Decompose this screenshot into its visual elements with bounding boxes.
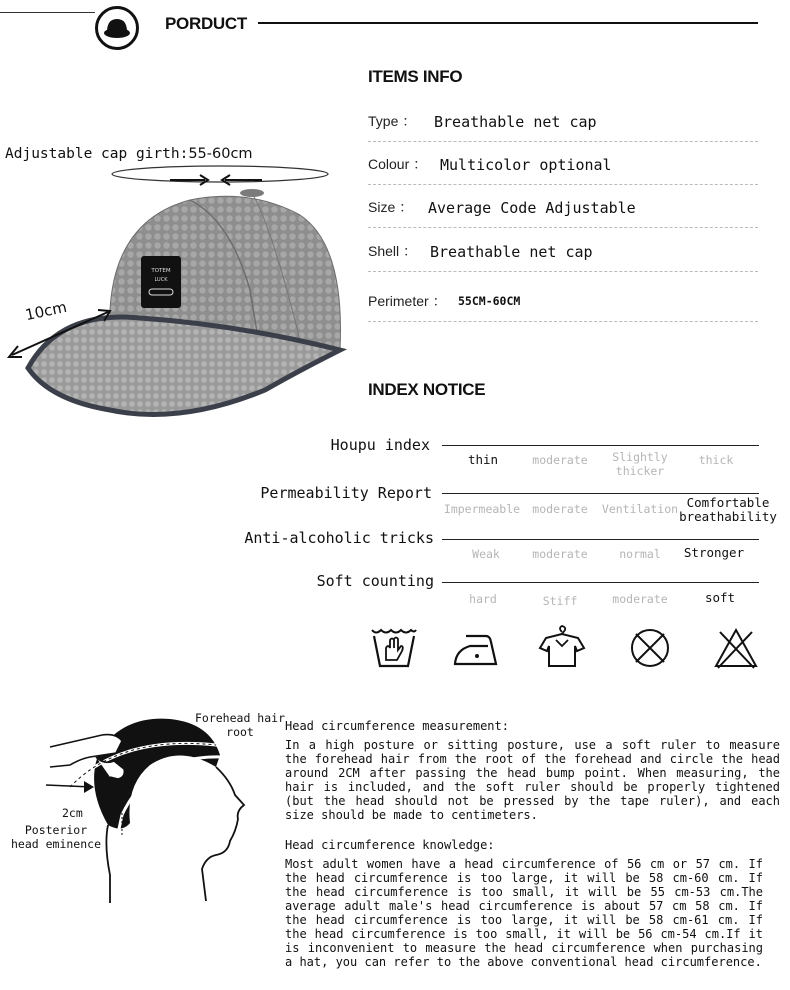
- svg-text:LUCK: LUCK: [154, 277, 168, 283]
- index-option: normal: [619, 547, 661, 561]
- index-option: Stiff: [542, 594, 578, 608]
- info-value: Breathable net cap: [430, 243, 593, 261]
- index-option: thin: [467, 452, 499, 467]
- index-option: Weak: [472, 547, 500, 561]
- index-option: thick: [698, 453, 734, 467]
- info-value: Average Code Adjustable: [428, 199, 636, 217]
- info-value: 55CM-60CM: [458, 294, 521, 308]
- no-bleach-icon: [712, 626, 760, 670]
- info-label: Size ：: [368, 199, 414, 215]
- index-option: soft: [704, 590, 736, 605]
- posterior-head-eminence-label: Posterior head eminence: [10, 823, 101, 851]
- info-row-colour: [368, 143, 758, 185]
- iron-low-icon: [452, 626, 500, 670]
- hand-wash-icon: [370, 626, 418, 670]
- index-option: Slightly thicker: [612, 450, 668, 478]
- cap-girth-value: 55-60cm: [188, 146, 253, 162]
- index-line: [442, 539, 759, 540]
- cap-icon: [98, 9, 136, 47]
- index-label-houpu: Houpu index: [330, 436, 430, 454]
- info-value: Multicolor optional: [440, 156, 612, 174]
- svg-text:TOTEM: TOTEM: [151, 268, 171, 274]
- index-option: moderate: [532, 453, 588, 467]
- index-option: hard: [469, 592, 497, 606]
- hang-dry-icon: [538, 624, 586, 668]
- knowledge-heading: Head circumference knowledge:: [285, 838, 495, 852]
- index-option: Impermeable: [443, 502, 521, 516]
- info-label: Shell ：: [368, 243, 418, 259]
- header-line-left: [0, 12, 95, 13]
- index-option: moderate: [612, 592, 668, 606]
- info-row-perimeter: [368, 278, 758, 322]
- brim-length-label: 10cm: [23, 297, 69, 325]
- index-option: Stronger: [683, 545, 745, 560]
- info-row-type: [368, 100, 758, 142]
- index-notice-title: INDEX NOTICE: [368, 380, 486, 399]
- info-row-shell: [368, 230, 758, 272]
- knowledge-body: Most adult women have a head circumference of 56 cm or 57 cm. If the head circumference is too large, it will be 58 cm-60 cm. If the head circumference is too small, it will be 55 cm-53 cm.The average adult male's head circumference is about 57 cm 58 cm. If the head circumference is too large, it will be 58 cm-61 cm. If the head circumference is too small, it will be 56 cm-54 cm.If it is inconvenient to measure the head circumference when purchasing a hat, you can refer to the above conventional head circumference.: [285, 857, 763, 969]
- index-option: Ventilation: [601, 502, 679, 516]
- info-label: Type ：: [368, 113, 417, 129]
- index-option: moderate: [532, 547, 588, 561]
- header-cap-badge: [95, 6, 139, 50]
- measurement-body: In a high posture or sitting posture, use a soft ruler to measure the forehead hair from the root of the forehead and circle the head around 2CM after passing the head bump point. When measuring, the hair is included, and the soft ruler should be properly tightened (but the head should not be pressed by the tape ruler), and each size should be made to centimeters.: [285, 738, 780, 822]
- items-info-title: ITEMS INFO: [368, 67, 463, 86]
- index-option: Comfortable breathability: [679, 495, 777, 524]
- index-label-permeability: Permeability Report: [260, 484, 432, 502]
- info-label: Perimeter ：: [368, 293, 447, 309]
- no-tumble-dry-icon: [626, 626, 674, 670]
- index-label-anti-alcoholic: Anti-alcoholic tricks: [244, 529, 434, 547]
- measurement-heading: Head circumference measurement:: [285, 719, 509, 733]
- forehead-hair-root-label: Forehead hair root: [194, 711, 285, 739]
- header-line-right: [258, 22, 758, 24]
- index-line: [442, 493, 759, 494]
- info-row-size: [368, 186, 758, 228]
- header-title: PORDUCT: [165, 14, 247, 33]
- info-value: Breathable net cap: [434, 113, 597, 131]
- index-line: [442, 445, 759, 446]
- index-label-soft-counting: Soft counting: [316, 572, 434, 590]
- cap-girth-text: Adjustable cap girth:: [5, 146, 189, 162]
- index-line: [442, 582, 759, 583]
- offset-2cm-label: 2cm: [62, 806, 83, 820]
- index-option: moderate: [532, 502, 588, 516]
- info-label: Colour ：: [368, 156, 428, 172]
